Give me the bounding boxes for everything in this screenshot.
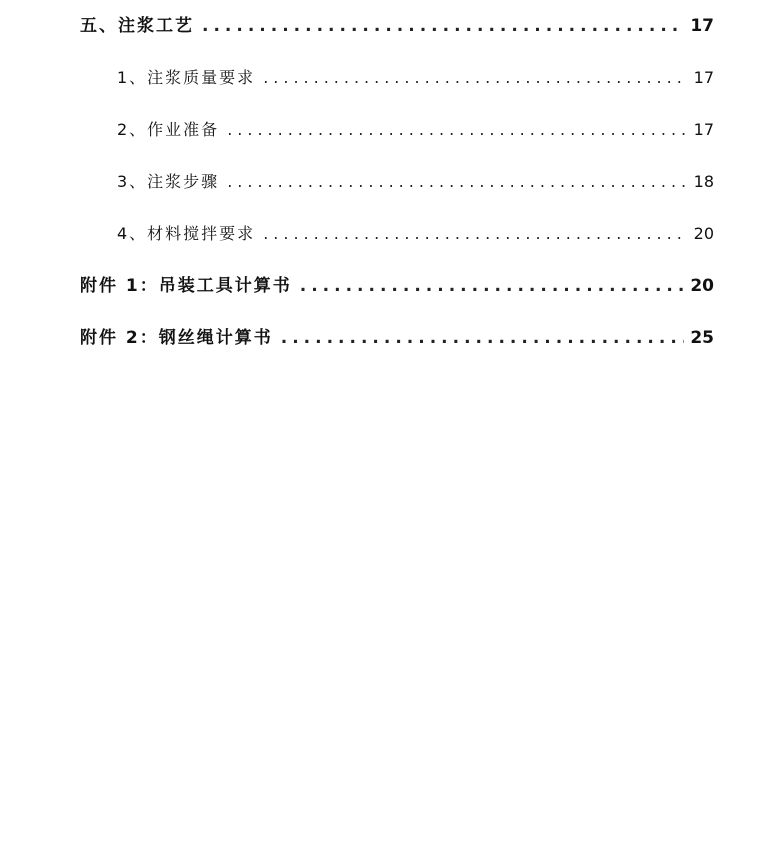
toc-entry-appendix-2[interactable] [80, 322, 714, 354]
toc-page-number: 25 [690, 328, 714, 348]
dot-leader [263, 218, 687, 250]
toc-entry-title: 附件 2：钢丝绳计算书 [80, 328, 273, 348]
toc-page-number: 18 [693, 172, 714, 191]
toc-entry-material-mixing[interactable] [117, 218, 714, 250]
toc-entry-title: 附件 1：吊装工具计算书 [80, 276, 292, 296]
dot-leader [281, 322, 685, 354]
toc-page-number: 20 [690, 276, 714, 296]
toc-entry-grouting-quality[interactable] [117, 62, 714, 94]
toc-entry-title: 4、材料搅拌要求 [117, 224, 256, 243]
toc-page-number: 20 [693, 224, 714, 243]
dot-leader [227, 166, 687, 198]
dot-leader [227, 114, 687, 146]
dot-leader [263, 62, 687, 94]
toc-entry-grouting-process[interactable] [80, 10, 714, 42]
toc-page-number: 17 [693, 68, 714, 87]
toc-entry-appendix-1[interactable] [80, 270, 714, 302]
toc-entry-title: 1、注浆质量要求 [117, 68, 256, 87]
toc-entry-title: 2、作业准备 [117, 120, 220, 139]
toc-entry-title: 3、注浆步骤 [117, 172, 220, 191]
toc-entry-work-preparation[interactable] [117, 114, 714, 146]
toc-entry-title: 五、注浆工艺 [80, 16, 194, 36]
toc-entry-grouting-steps[interactable] [117, 166, 714, 198]
toc-page-number: 17 [690, 16, 714, 36]
dot-leader [202, 10, 684, 42]
dot-leader [300, 270, 685, 302]
toc-page-number: 17 [693, 120, 714, 139]
